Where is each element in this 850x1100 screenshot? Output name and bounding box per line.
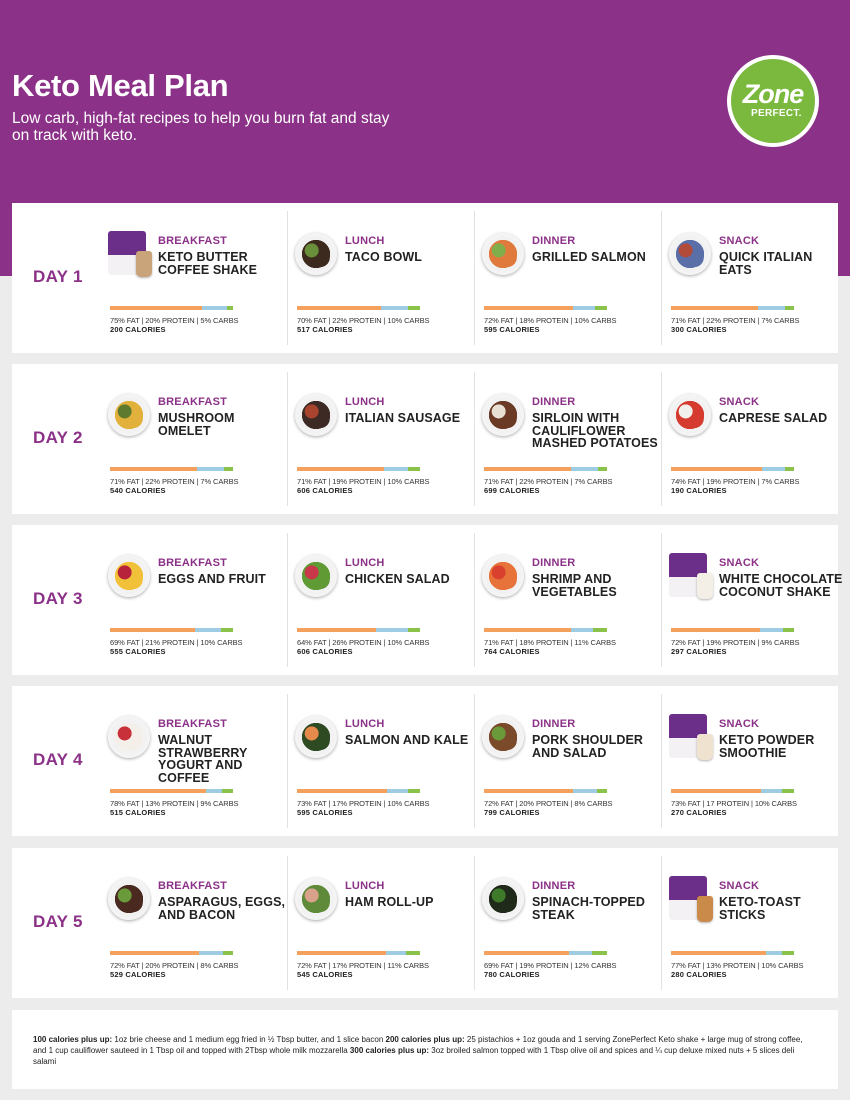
- meal-name: KETO-TOAST STICKS: [719, 895, 801, 922]
- macro-breakdown: 73% FAT | 17% PROTEIN | 10% CARBS: [297, 799, 430, 808]
- macro-bar: [110, 467, 233, 471]
- meal-name: ITALIAN SAUSAGE: [345, 411, 461, 425]
- meal-snack: [661, 525, 848, 675]
- macro-bar: [297, 467, 420, 471]
- macro-bar: [484, 467, 607, 471]
- protein-segment: [199, 951, 224, 955]
- fat-segment: [110, 789, 206, 793]
- calories: 555 CALORIES: [110, 647, 166, 656]
- calories: 200 CALORIES: [110, 325, 166, 334]
- fat-segment: [671, 789, 761, 793]
- meal-name: KETO POWDER SMOOTHIE: [719, 733, 815, 760]
- macro-breakdown: 71% FAT | 22% PROTEIN | 7% CARBS: [671, 316, 800, 325]
- serving-glass: [697, 734, 713, 760]
- meal-type: SNACK: [719, 557, 760, 569]
- meal-lunch: [287, 364, 474, 514]
- macro-breakdown: 72% FAT | 19% PROTEIN | 9% CARBS: [671, 638, 800, 647]
- meal-type: LUNCH: [345, 557, 385, 569]
- protein-segment: [197, 467, 224, 471]
- macro-bar: [110, 789, 233, 793]
- meal-type: DINNER: [532, 235, 576, 247]
- macro-bar: [297, 789, 420, 793]
- meal-breakfast: [100, 686, 287, 836]
- meal-name: SIRLOIN WITH CAULIFLOWER MASHED POTATOES: [532, 411, 658, 450]
- meal-dinner: [474, 525, 661, 675]
- meal-type: DINNER: [532, 557, 576, 569]
- macro-breakdown: 72% FAT | 20% PROTEIN | 8% CARBS: [484, 799, 613, 808]
- meal-breakfast: [100, 525, 287, 675]
- meal-name: HAM ROLL-UP: [345, 895, 434, 909]
- calories: 540 CALORIES: [110, 486, 166, 495]
- meal-type: DINNER: [532, 396, 576, 408]
- day-card: [12, 525, 843, 675]
- macro-bar: [671, 628, 794, 632]
- calories: 764 CALORIES: [484, 647, 540, 656]
- macro-bar: [110, 951, 233, 955]
- carbs-segment: [408, 306, 420, 310]
- meal-name: SALMON AND KALE: [345, 733, 469, 747]
- meal-type: BREAKFAST: [158, 235, 228, 247]
- meal-snack: [661, 364, 848, 514]
- keto-toast-package-image: [669, 876, 707, 920]
- divider: [474, 856, 475, 990]
- calories: 300 CALORIES: [671, 325, 727, 334]
- macro-bar: [671, 467, 794, 471]
- macro-bar: [110, 306, 233, 310]
- carbs-segment: [224, 467, 233, 471]
- meal-type: SNACK: [719, 396, 760, 408]
- footnote-label-200: 200 calories plus up:: [385, 1035, 465, 1044]
- day-label: DAY 2: [33, 428, 83, 447]
- divider: [661, 533, 662, 667]
- macro-breakdown: 71% FAT | 22% PROTEIN | 7% CARBS: [484, 477, 613, 486]
- calories: 606 CALORIES: [297, 486, 353, 495]
- meal-name: WALNUT STRAWBERRY YOGURT AND COFFEE: [158, 733, 248, 785]
- macro-breakdown: 72% FAT | 20% PROTEIN | 8% CARBS: [110, 961, 239, 970]
- pork-shoulder-image: [482, 716, 524, 758]
- carbs-segment: [783, 628, 794, 632]
- protein-segment: [760, 628, 783, 632]
- serving-glass: [136, 251, 152, 277]
- meal-snack: [661, 686, 848, 836]
- calories: 529 CALORIES: [110, 970, 166, 979]
- day-label: DAY 1: [33, 267, 83, 286]
- calories: 297 CALORIES: [671, 647, 727, 656]
- italian-eats-image: [669, 233, 711, 275]
- meal-name: CAPRESE SALAD: [719, 411, 828, 425]
- carbs-segment: [223, 951, 233, 955]
- protein-segment: [384, 467, 407, 471]
- meal-name: GRILLED SALMON: [532, 250, 646, 264]
- carbs-segment: [782, 789, 794, 793]
- protein-segment: [571, 467, 598, 471]
- meal-lunch: [287, 686, 474, 836]
- day-label: DAY 4: [33, 750, 83, 769]
- fat-segment: [671, 628, 760, 632]
- footnote-text-100: 1oz brie cheese and 1 medium egg fried in ½ Tbsp butter, and 1 slice bacon: [112, 1035, 386, 1044]
- meal-type: SNACK: [719, 718, 760, 730]
- sirloin-image: [482, 394, 524, 436]
- protein-segment: [761, 789, 782, 793]
- fat-segment: [297, 789, 387, 793]
- protein-segment: [206, 789, 222, 793]
- carbs-segment: [406, 951, 420, 955]
- macro-breakdown: 74% FAT | 19% PROTEIN | 7% CARBS: [671, 477, 800, 486]
- fat-segment: [484, 306, 573, 310]
- meal-dinner: [474, 686, 661, 836]
- meal-dinner: [474, 848, 661, 998]
- fat-segment: [110, 951, 199, 955]
- yogurt-bowl-image: [108, 716, 150, 758]
- carbs-segment: [592, 951, 607, 955]
- protein-segment: [386, 951, 407, 955]
- protein-segment: [381, 306, 408, 310]
- meal-breakfast: [100, 848, 287, 998]
- coconut-shake-package-image: [669, 553, 707, 597]
- meal-dinner: [474, 364, 661, 514]
- macro-bar: [297, 628, 420, 632]
- meal-type: LUNCH: [345, 718, 385, 730]
- zoneperfect-logo: [727, 55, 819, 147]
- fat-segment: [110, 628, 195, 632]
- meal-type: BREAKFAST: [158, 396, 228, 408]
- divider: [287, 856, 288, 990]
- shrimp-vegetables-image: [482, 555, 524, 597]
- protein-segment: [762, 467, 785, 471]
- fat-segment: [671, 306, 758, 310]
- macro-breakdown: 72% FAT | 17% PROTEIN | 11% CARBS: [297, 961, 429, 970]
- page-subtitle: Low carb, high-fat recipes to help you burn fat and stay on track with keto.: [12, 110, 390, 144]
- divider: [287, 372, 288, 506]
- fat-segment: [297, 467, 384, 471]
- footnote-label-100: 100 calories plus up:: [33, 1035, 113, 1044]
- divider: [661, 694, 662, 828]
- carbs-segment: [221, 628, 233, 632]
- meal-name: CHICKEN SALAD: [345, 572, 450, 586]
- carbs-segment: [595, 306, 607, 310]
- footnote-label-300: 300 calories plus up:: [349, 1046, 430, 1055]
- macro-bar: [297, 306, 420, 310]
- asparagus-eggs-bacon-image: [108, 878, 150, 920]
- keto-powder-package-image: [669, 714, 707, 758]
- calories: 517 CALORIES: [297, 325, 353, 334]
- fat-segment: [110, 467, 197, 471]
- meal-name: KETO BUTTER COFFEE SHAKE: [158, 250, 258, 277]
- divider: [661, 372, 662, 506]
- macro-bar: [671, 951, 794, 955]
- logo-badge: [731, 59, 815, 143]
- carbs-segment: [782, 951, 794, 955]
- day-label: DAY 3: [33, 589, 83, 608]
- logo-sub: PERFECT.: [751, 108, 802, 119]
- italian-sausage-image: [295, 394, 337, 436]
- meal-type: BREAKFAST: [158, 880, 228, 892]
- carbs-segment: [785, 306, 794, 310]
- carbs-segment: [598, 467, 607, 471]
- meal-name: TACO BOWL: [345, 250, 423, 264]
- meal-name: WHITE CHOCOLATE COCONUT SHAKE: [719, 572, 843, 599]
- keto-shake-package-image: [108, 231, 146, 275]
- calories: 595 CALORIES: [484, 325, 540, 334]
- footnote-text-200: 25 pistachios + 1oz gouda and 1 serving ZonePerfect Keto shake + large mug of strong coffee, and 1 cup cauliflower sauteed in 1 Tbsp oil and topped with 2Tbsp whole milk mozzarella: [33, 1035, 803, 1055]
- carbs-segment: [408, 467, 420, 471]
- macro-bar: [484, 789, 607, 793]
- day-card: [12, 686, 838, 836]
- grilled-salmon-image: [482, 233, 524, 275]
- fat-segment: [484, 951, 569, 955]
- divider: [287, 694, 288, 828]
- carbs-segment: [227, 306, 233, 310]
- meal-name: ASPARAGUS, EGGS, AND BACON: [158, 895, 286, 922]
- fat-segment: [484, 467, 571, 471]
- macro-bar: [484, 951, 607, 955]
- divider: [287, 211, 288, 345]
- meal-type: LUNCH: [345, 235, 385, 247]
- macro-bar: [297, 951, 420, 955]
- macro-breakdown: 72% FAT | 18% PROTEIN | 10% CARBS: [484, 316, 617, 325]
- meal-snack: [661, 848, 848, 998]
- macro-breakdown: 70% FAT | 22% PROTEIN | 10% CARBS: [297, 316, 430, 325]
- calories: 606 CALORIES: [297, 647, 353, 656]
- meal-lunch: [287, 848, 474, 998]
- meal-breakfast: [100, 203, 287, 353]
- meal-snack: [661, 203, 848, 353]
- day-label: DAY 5: [33, 912, 83, 931]
- macro-breakdown: 75% FAT | 20% PROTEIN | 5% CARBS: [110, 316, 239, 325]
- carbs-segment: [597, 789, 607, 793]
- fat-segment: [110, 306, 202, 310]
- macro-breakdown: 77% FAT | 13% PROTEIN | 10% CARBS: [671, 961, 804, 970]
- meal-dinner: [474, 203, 661, 353]
- meal-type: BREAKFAST: [158, 557, 228, 569]
- footnote-text: [33, 1034, 805, 1067]
- fat-segment: [671, 467, 762, 471]
- meal-type: SNACK: [719, 235, 760, 247]
- protein-segment: [387, 789, 408, 793]
- protein-segment: [202, 306, 227, 310]
- macro-bar: [110, 628, 233, 632]
- divider: [474, 694, 475, 828]
- calories: 280 CALORIES: [671, 970, 727, 979]
- calories: 545 CALORIES: [297, 970, 353, 979]
- macro-breakdown: 69% FAT | 21% PROTEIN | 10% CARBS: [110, 638, 243, 647]
- macro-breakdown: 71% FAT | 18% PROTEIN | 11% CARBS: [484, 638, 616, 647]
- meal-type: DINNER: [532, 880, 576, 892]
- meal-type: SNACK: [719, 880, 760, 892]
- day-card: [12, 203, 838, 353]
- calories: 780 CALORIES: [484, 970, 540, 979]
- fat-segment: [484, 789, 573, 793]
- protein-segment: [573, 306, 595, 310]
- salmon-kale-image: [295, 716, 337, 758]
- calories: 190 CALORIES: [671, 486, 727, 495]
- ham-roll-up-image: [295, 878, 337, 920]
- meal-lunch: [287, 525, 474, 675]
- meal-name: PORK SHOULDER AND SALAD: [532, 733, 644, 760]
- fat-segment: [297, 628, 376, 632]
- calories: 799 CALORIES: [484, 808, 540, 817]
- serving-glass: [697, 896, 713, 922]
- eggs-and-fruit-image: [108, 555, 150, 597]
- carbs-segment: [408, 789, 420, 793]
- calories: 595 CALORIES: [297, 808, 353, 817]
- logo-word: Zone: [742, 79, 804, 109]
- fat-segment: [484, 628, 571, 632]
- footnote-text-300: 3oz broiled salmon topped with 1 Tbsp olive oil and spices and ¼ cup deluxe mixed nuts + 5 slices deli salami: [33, 1046, 795, 1066]
- taco-bowl-image: [295, 233, 337, 275]
- carbs-segment: [785, 467, 794, 471]
- caprese-salad-image: [669, 394, 711, 436]
- meal-name: MUSHROOM OMELET: [158, 411, 235, 438]
- carbs-segment: [222, 789, 233, 793]
- meal-name: SHRIMP AND VEGETABLES: [532, 572, 617, 599]
- divider: [474, 372, 475, 506]
- meal-type: LUNCH: [345, 396, 385, 408]
- chicken-salad-image: [295, 555, 337, 597]
- divider: [474, 211, 475, 345]
- calories: 699 CALORIES: [484, 486, 540, 495]
- meal-name: EGGS AND FRUIT: [158, 572, 266, 586]
- meal-type: LUNCH: [345, 880, 385, 892]
- divider: [287, 533, 288, 667]
- macro-bar: [671, 306, 794, 310]
- macro-breakdown: 71% FAT | 22% PROTEIN | 7% CARBS: [110, 477, 239, 486]
- spinach-steak-image: [482, 878, 524, 920]
- macro-bar: [484, 306, 607, 310]
- meal-type: DINNER: [532, 718, 576, 730]
- carbs-segment: [593, 628, 607, 632]
- protein-segment: [195, 628, 221, 632]
- macro-bar: [671, 789, 794, 793]
- divider: [474, 533, 475, 667]
- fat-segment: [297, 306, 381, 310]
- protein-segment: [766, 951, 782, 955]
- protein-segment: [376, 628, 408, 632]
- macro-bar: [484, 628, 607, 632]
- calories: 515 CALORIES: [110, 808, 166, 817]
- protein-segment: [569, 951, 592, 955]
- meal-lunch: [287, 203, 474, 353]
- macro-breakdown: 69% FAT | 19% PROTEIN | 12% CARBS: [484, 961, 617, 970]
- macro-breakdown: 78% FAT | 13% PROTEIN | 9% CARBS: [110, 799, 239, 808]
- calories: 270 CALORIES: [671, 808, 727, 817]
- fat-segment: [671, 951, 766, 955]
- meal-type: BREAKFAST: [158, 718, 228, 730]
- protein-segment: [758, 306, 785, 310]
- meal-name: SPINACH-TOPPED STEAK: [532, 895, 645, 922]
- macro-breakdown: 64% FAT | 26% PROTEIN | 10% CARBS: [297, 638, 430, 647]
- page-title: Keto Meal Plan: [12, 68, 229, 103]
- protein-segment: [573, 789, 598, 793]
- macro-breakdown: 71% FAT | 19% PROTEIN | 10% CARBS: [297, 477, 430, 486]
- divider: [661, 856, 662, 990]
- carbs-segment: [408, 628, 420, 632]
- macro-breakdown: 73% FAT | 17 PROTEIN | 10% CARBS: [671, 799, 797, 808]
- divider: [661, 211, 662, 345]
- footnote-card: [12, 1010, 838, 1089]
- meal-breakfast: [100, 364, 287, 514]
- mushroom-omelet-image: [108, 394, 150, 436]
- protein-segment: [571, 628, 593, 632]
- day-card: [12, 848, 838, 998]
- meal-name: QUICK ITALIAN EATS: [719, 250, 813, 277]
- fat-segment: [297, 951, 386, 955]
- serving-glass: [697, 573, 713, 599]
- day-card: [12, 364, 838, 514]
